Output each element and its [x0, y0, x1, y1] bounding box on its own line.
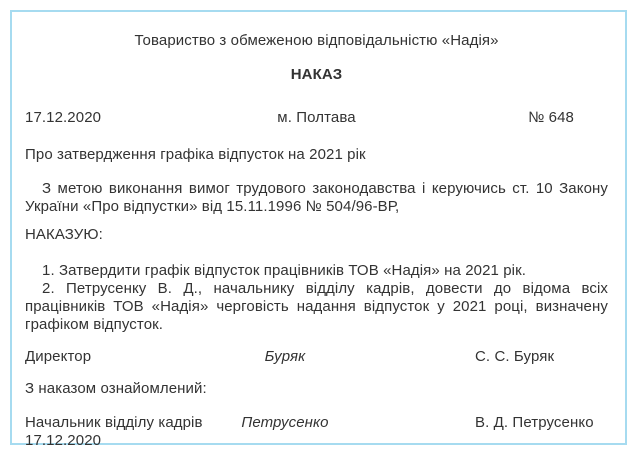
document-subject: Про затвердження графіка відпусток на 2021 рік	[25, 146, 366, 163]
director-signature-row	[25, 348, 608, 366]
document-date: 17.12.2020	[25, 109, 102, 126]
hr-signature: Петрусенко	[241, 414, 329, 431]
document-place: м. Полтава	[277, 109, 356, 126]
requisites-row	[25, 109, 608, 127]
order-item-2: 2. Петрусенку В. Д., начальнику відділу кадрів, довести до відома всіх працівників ТОВ «Надія» черговість надання відпусток у 2021 році, визначену графіком відпусток.	[25, 280, 608, 333]
hr-name: В. Д. Петрусенко	[475, 414, 594, 431]
order-item-1: 1. Затвердити графік відпусток працівників ТОВ «Надія» на 2021 рік.	[42, 262, 527, 279]
director-name: С. С. Буряк	[475, 348, 555, 365]
document-number: № 648	[528, 109, 574, 126]
director-signature: Буряк	[264, 348, 306, 365]
order-word: НАКАЗУЮ:	[25, 226, 103, 243]
order-document	[10, 10, 627, 449]
hr-signature-row	[25, 414, 608, 432]
director-position-label: Директор	[25, 348, 92, 365]
acknowledgement-date: 17.12.2020	[25, 432, 102, 449]
preamble-paragraph: З метою виконання вимог трудового законодавства і керуючись ст. 10 Закону України «Про відпустки» від 15.11.1996 № 504/96-ВР,	[25, 180, 608, 215]
acquainted-label: З наказом ознайомлений:	[25, 380, 207, 397]
hr-position-label: Начальник відділу кадрів	[25, 414, 203, 431]
document-type-heading: НАКАЗ	[290, 66, 343, 83]
company-name: Товариство з обмеженою відповідальністю «Надія»	[134, 32, 499, 49]
